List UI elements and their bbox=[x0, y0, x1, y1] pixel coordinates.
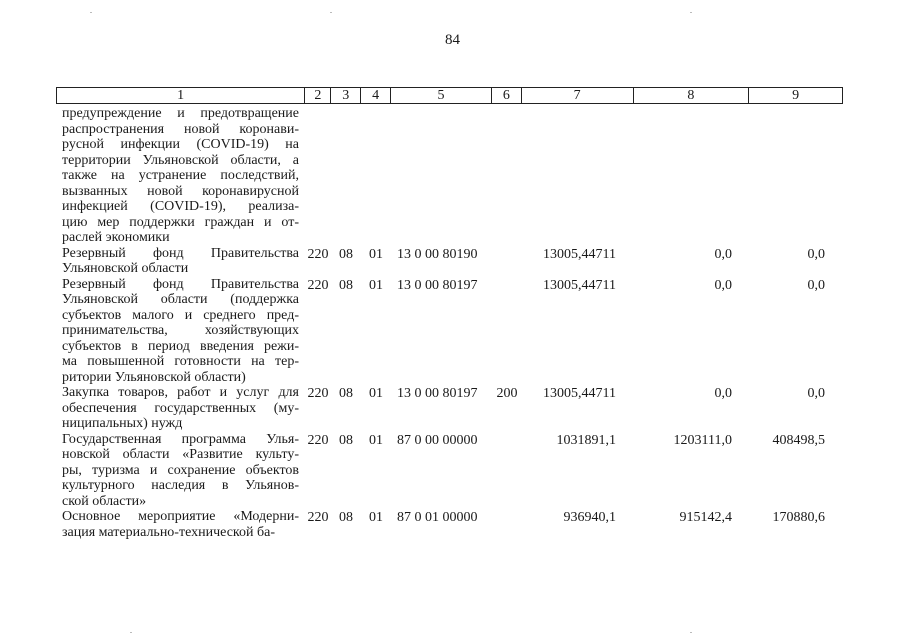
description-line: Закупка товаров, работ и услуг для bbox=[62, 385, 299, 400]
cell-subsection: 01 bbox=[369, 277, 383, 293]
cell-target-article bbox=[391, 106, 492, 107]
description-line: Резервный фонд Правительства bbox=[62, 245, 299, 261]
cell-amount-col7: 1031891,1 bbox=[556, 432, 616, 448]
description-line: культурного наследия в Ульянов- bbox=[62, 478, 299, 493]
description-line: ниципальных) нужд bbox=[62, 416, 183, 431]
cell-admin-code bbox=[305, 106, 331, 107]
table-body bbox=[56, 106, 843, 540]
cell-target-article: 13 0 00 80190 bbox=[397, 246, 478, 262]
header-col-7: 7 bbox=[522, 88, 634, 103]
cell-expense-type bbox=[492, 432, 522, 433]
description-line: вызванных новой коронавирусной bbox=[62, 183, 299, 199]
cell-section: 08 bbox=[339, 432, 353, 448]
cell-expense-type: 200 bbox=[496, 386, 518, 401]
table-row bbox=[56, 509, 843, 540]
description-line: ма повышенной готовности на тер- bbox=[62, 354, 299, 369]
description-line: обеспечения государственных (му- bbox=[62, 400, 299, 416]
header-col-6: 6 bbox=[492, 88, 522, 103]
cell-amount-col8: 915142,4 bbox=[679, 510, 732, 525]
cell-section: 08 bbox=[339, 246, 353, 262]
cell-amount-col7: 13005,44711 bbox=[543, 386, 616, 401]
cell-amount-col8: 0,0 bbox=[714, 386, 732, 401]
cell-amount-col9: 0,0 bbox=[807, 386, 825, 401]
description-line: раслей экономики bbox=[62, 230, 170, 245]
description-line: инфекцией (COVID-19), реализа- bbox=[62, 199, 299, 214]
header-col-5: 5 bbox=[391, 88, 492, 103]
cell-amount-col9: 0,0 bbox=[807, 246, 825, 262]
cell-section bbox=[331, 106, 361, 107]
description-line: Резервный фонд Правительства bbox=[62, 276, 299, 292]
cell-amount-col8 bbox=[634, 106, 750, 107]
cell-expense-type bbox=[492, 509, 522, 510]
table-row bbox=[56, 106, 843, 246]
description-line: территории Ульяновской области, а bbox=[62, 152, 299, 168]
cell-amount-col9: 170880,6 bbox=[772, 510, 825, 525]
table-row bbox=[56, 432, 843, 510]
table-row bbox=[56, 385, 843, 432]
header-col-1: 1 bbox=[57, 88, 305, 103]
page-number: 84 bbox=[445, 32, 460, 48]
cell-subsection: 01 bbox=[369, 386, 383, 401]
cell-section: 08 bbox=[339, 510, 353, 525]
description-line: субъектов малого и среднего пред- bbox=[62, 307, 299, 323]
row-description bbox=[56, 277, 305, 386]
cell-expense-type bbox=[492, 246, 522, 247]
row-description bbox=[56, 509, 305, 540]
cell-target-article: 87 0 00 00000 bbox=[397, 432, 478, 448]
header-col-2: 2 bbox=[305, 88, 331, 103]
cell-admin-code: 220 bbox=[307, 277, 329, 293]
cell-subsection: 01 bbox=[369, 510, 383, 525]
description-line: ритории Ульяновской области) bbox=[62, 369, 246, 385]
description-line: ской области» bbox=[62, 493, 147, 509]
table-row bbox=[56, 277, 843, 386]
cell-amount-col7 bbox=[522, 106, 634, 107]
cell-amount-col7: 13005,44711 bbox=[543, 246, 616, 262]
row-description bbox=[56, 385, 305, 432]
cell-admin-code: 220 bbox=[307, 432, 329, 448]
cell-amount-col7: 936940,1 bbox=[563, 510, 616, 525]
description-line: Государственная программа Улья- bbox=[62, 431, 299, 447]
description-line: ры, туризма и сохранение объектов bbox=[62, 462, 299, 478]
header-col-3: 3 bbox=[331, 88, 361, 103]
header-col-4: 4 bbox=[361, 88, 391, 103]
cell-amount-col9: 0,0 bbox=[807, 277, 825, 293]
cell-admin-code: 220 bbox=[307, 386, 329, 401]
cell-amount-col7: 13005,44711 bbox=[543, 277, 616, 293]
row-description bbox=[56, 432, 305, 510]
header-col-9: 9 bbox=[792, 88, 800, 103]
row-description bbox=[56, 106, 305, 246]
description-line: Ульяновской области bbox=[62, 261, 189, 276]
row-description bbox=[56, 246, 305, 277]
cell-expense-type bbox=[492, 277, 522, 278]
description-line: Основное мероприятие «Модерни- bbox=[62, 509, 299, 524]
description-line: зация материально-технической ба- bbox=[62, 524, 276, 540]
table-row bbox=[56, 246, 843, 277]
description-line: субъектов в период введения режи- bbox=[62, 338, 299, 354]
cell-amount-col8: 0,0 bbox=[714, 246, 732, 262]
table-header bbox=[56, 87, 843, 104]
cell-section: 08 bbox=[339, 277, 353, 293]
description-line: Ульяновской области (поддержка bbox=[62, 292, 299, 307]
description-line: русной инфекции (COVID-19) на bbox=[62, 137, 299, 152]
cell-admin-code: 220 bbox=[307, 510, 329, 525]
cell-target-article: 87 0 01 00000 bbox=[397, 510, 478, 525]
cell-amount-col9 bbox=[750, 106, 843, 107]
description-line: также на устранение последствий, bbox=[62, 168, 299, 183]
cell-subsection bbox=[361, 106, 391, 107]
description-line: цию мер поддержки граждан и от- bbox=[62, 214, 299, 230]
cell-subsection: 01 bbox=[369, 246, 383, 262]
cell-amount-col9: 408498,5 bbox=[772, 432, 825, 448]
description-line: распространения новой коронави- bbox=[62, 121, 299, 137]
cell-subsection: 01 bbox=[369, 432, 383, 448]
cell-section: 08 bbox=[339, 386, 353, 401]
header-col-8: 8 bbox=[634, 88, 750, 103]
description-line: новской области «Развитие культу- bbox=[62, 447, 299, 462]
cell-target-article: 13 0 00 80197 bbox=[397, 277, 478, 293]
description-line: принимательства, хозяйствующих bbox=[62, 323, 299, 338]
cell-admin-code: 220 bbox=[307, 246, 329, 262]
cell-amount-col8: 1203111,0 bbox=[673, 432, 732, 448]
cell-target-article: 13 0 00 80197 bbox=[397, 386, 478, 401]
description-line: предупреждение и предотвращение bbox=[62, 106, 299, 121]
cell-amount-col8: 0,0 bbox=[714, 277, 732, 293]
cell-expense-type bbox=[492, 106, 522, 107]
